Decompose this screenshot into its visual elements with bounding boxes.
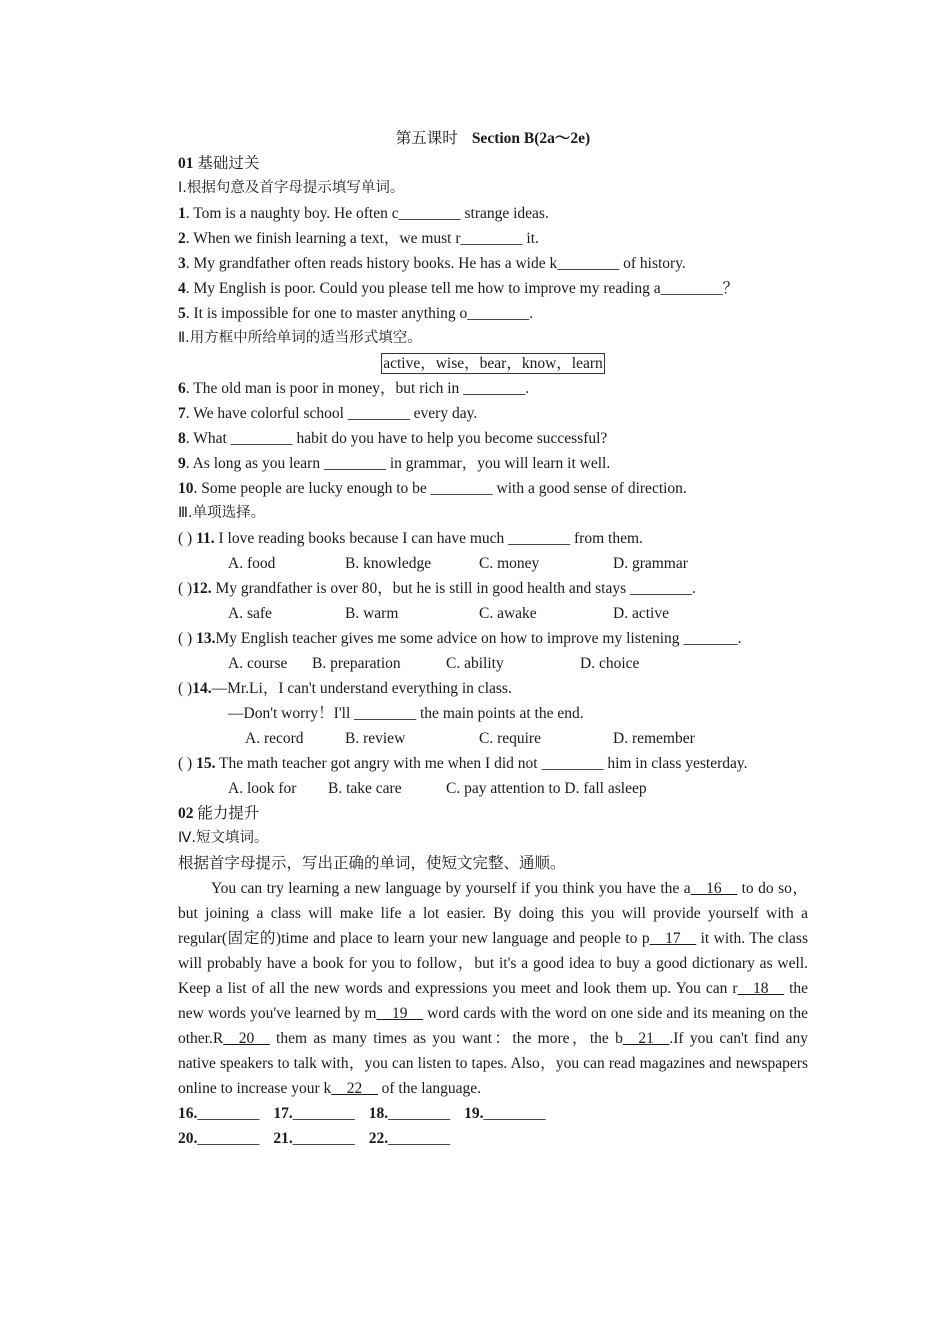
title-cn: 第五课时: [395, 130, 458, 147]
section-4-heading: Ⅳ.短文填词。: [178, 830, 269, 846]
word-box-row: [178, 351, 808, 376]
section-3-heading: Ⅲ.单项选择。: [178, 505, 266, 521]
section-1-heading: Ⅰ.根据句意及首字母提示填写单词。: [178, 180, 405, 196]
blank-16: __16__: [690, 880, 738, 897]
part-01-heading: 01 基础过关: [178, 155, 260, 172]
question-11-options: [178, 551, 808, 576]
answer-16: 16.________: [178, 1105, 260, 1122]
question-1: 1. Tom is a naughty boy. He often c________ strange ideas.: [178, 205, 549, 222]
answer-row-2: [178, 1126, 808, 1151]
option-b: B. review: [345, 730, 406, 747]
question-15-options: [178, 776, 808, 801]
option-d: D. grammar: [613, 555, 688, 572]
question-2: 2. When we finish learning a text，we must r________ it.: [178, 230, 539, 247]
question-15: ( ) 15. The math teacher got angry with me when I did not ________ him in class yesterday.: [178, 755, 748, 772]
question-8: 8. What ________ habit do you have to help you become successful?: [178, 430, 608, 447]
answer-17: 17.________: [273, 1105, 355, 1122]
question-14-options: [178, 726, 808, 751]
blank-20: __20__: [223, 1030, 270, 1047]
option-c-d: C. pay attention to D. fall asleep: [446, 780, 647, 797]
option-a: A. course: [228, 655, 288, 672]
option-c: C. awake: [479, 605, 537, 622]
question-14: ( )14.—Mr.Li，I can't understand everything in class.: [178, 680, 512, 697]
option-b: B. knowledge: [345, 555, 432, 572]
question-13-options: [178, 651, 808, 676]
question-14-line-2: —Don't worry！I'll ________ the main points at the end.: [228, 705, 584, 722]
blank-22: __22__: [331, 1080, 378, 1097]
question-4: 4. My English is poor. Could you please tell me how to improve my reading a________？: [178, 280, 739, 297]
option-b: B. warm: [345, 605, 399, 622]
question-13: ( ) 13.My English teacher gives me some advice on how to improve my listening _______.: [178, 630, 742, 647]
question-6: 6. The old man is poor in money，but rich in ________.: [178, 380, 530, 397]
answer-22: 22.________: [368, 1130, 451, 1147]
cloze-passage: You can try learning a new language by yourself if you think you have the a__16__ to do so，but joining a class will make life a lot easier. By doing this you will provide yourself with a regular(固定的)time and place to learn your new language and people to p__17__ it with. The class will probably have a book for you to follow，but it's a good idea to buy a good dictionary as well. Keep a list of all the new words and expressions you meet and look them up. You can r__18__ the new words you've learned by m__19__ word cards with the word on one side and its meaning on the other.R__20__ them as many times as you want：the more，the b__21__.If you can't find any native speakers to talk with，you can listen to tapes. Also，you can read magazines and newspapers online to increase your k__22__ of the language.: [178, 880, 809, 1097]
option-b: B. take care: [328, 780, 402, 797]
answer-20: 20.________: [178, 1130, 260, 1147]
question-3: 3. My grandfather often reads history books. He has a wide k________ of history.: [178, 255, 686, 272]
question-12: ( )12. My grandfather is over 80，but he is still in good health and stays ________.: [178, 580, 696, 597]
page-title: [178, 126, 808, 151]
blank-17: __17__: [649, 930, 697, 947]
blank-19: __19__: [376, 1005, 423, 1022]
question-12-options: [178, 601, 808, 626]
option-a: A. record: [245, 730, 304, 747]
title-en: Section B(2a～2e): [471, 130, 591, 147]
answer-19: 19.________: [464, 1105, 546, 1122]
option-a: A. food: [228, 555, 276, 572]
option-d: D. active: [613, 605, 669, 622]
part-02-heading: 02 能力提升: [178, 805, 260, 822]
question-10: 10. Some people are lucky enough to be ________ with a good sense of direction.: [178, 480, 687, 497]
section-4-instruction: 根据首字母提示，写出正确的单词，使短文完整、通顺。: [178, 855, 566, 872]
word-box: active，wise，bear，know，learn: [383, 355, 603, 372]
option-a: A. safe: [228, 605, 272, 622]
worksheet: [178, 126, 808, 1151]
section-2-heading: Ⅱ.用方框中所给单词的适当形式填空。: [178, 330, 422, 346]
answer-row-1: [178, 1101, 808, 1126]
blank-21: __21__: [622, 1030, 670, 1047]
option-b: B. preparation: [312, 655, 401, 672]
answer-21: 21.________: [273, 1130, 355, 1147]
option-c: C. money: [479, 555, 540, 572]
blank-18: __18__: [737, 980, 785, 997]
question-11: ( ) 11. I love reading books because I can have much ________ from them.: [178, 530, 643, 547]
answer-18: 18.________: [368, 1105, 451, 1122]
option-c: C. ability: [446, 655, 504, 672]
question-7: 7. We have colorful school ________ every day.: [178, 405, 478, 422]
option-d: D. remember: [613, 730, 695, 747]
question-5: 5. It is impossible for one to master anything o________.: [178, 305, 534, 322]
question-9: 9. As long as you learn ________ in grammar，you will learn it well.: [178, 455, 611, 472]
option-d: D. choice: [580, 655, 640, 672]
option-c: C. require: [479, 730, 541, 747]
option-a: A. look for: [228, 780, 297, 797]
